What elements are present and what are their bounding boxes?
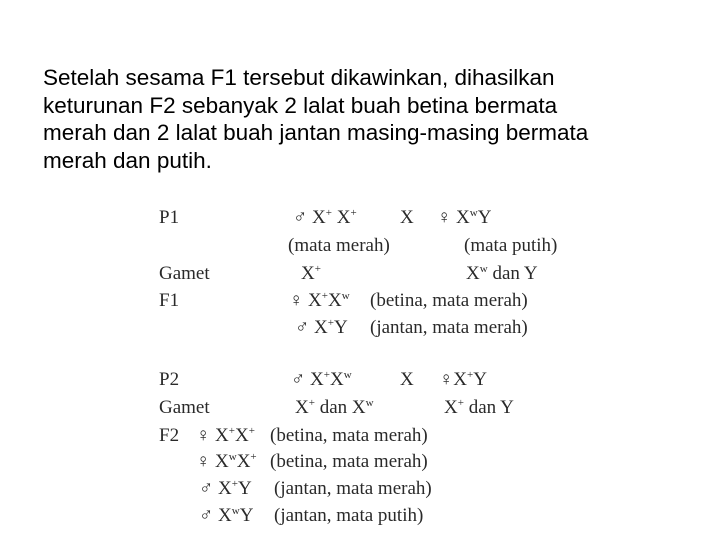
female-symbol: ♀ [196, 451, 211, 472]
f2-row-1-phenotype: (betina, mata merah) [270, 425, 428, 446]
male-symbol: ♂ [293, 207, 308, 228]
female-symbol: ♀ [289, 290, 304, 311]
paragraph-line: Setelah sesama F1 tersebut dikawinkan, dihasilkan [43, 65, 555, 90]
p2-female-genotype: ♀X+Y [439, 369, 487, 390]
p1-female-genotype: ♀ $X^wY$ [437, 207, 492, 228]
p2-label: P2 [159, 369, 180, 390]
p1-label: P1 [159, 207, 180, 228]
f2-row-1-genotype: ♀ X+X+ [196, 425, 255, 446]
f2-row-3-phenotype: (jantan, mata merah) [274, 478, 432, 499]
cross-symbol: X [400, 207, 414, 228]
gamet2-label: Gamet [159, 397, 210, 418]
p1-male-phenotype: (mata merah) [288, 235, 390, 256]
female-symbol: ♀ [437, 207, 452, 228]
f2-row-4-phenotype: (jantan, mata putih) [274, 505, 424, 526]
p1-female-phenotype: (mata putih) [464, 235, 558, 256]
gamet1-label: Gamet [159, 263, 210, 284]
paragraph-line: merah dan putih. [43, 147, 212, 173]
p1-male-genotype: ♂ X+ X+ [293, 207, 357, 228]
f1-label: F1 [159, 290, 180, 311]
male-symbol: ♂ [291, 369, 306, 390]
f2-row-2-genotype: ♀ $X^wX^+$ [196, 451, 257, 472]
f2-row-2-phenotype: (betina, mata merah) [270, 451, 428, 472]
f2-label: F2 [159, 425, 180, 446]
gamet1-female: $X^w$ dan Y [466, 263, 538, 284]
f1-male-phenotype: (jantan, mata merah) [370, 317, 528, 338]
gamet1-male: X+ [301, 263, 321, 284]
paragraph-line: merah dan 2 lalat buah jantan masing-masing bermata [43, 120, 589, 145]
f1-female-genotype: ♀ $X^+X^w$ [289, 290, 350, 311]
female-symbol: ♀ [196, 425, 211, 446]
cross-symbol: X [400, 369, 414, 390]
p2-male-genotype: ♂ $X^+X^w$ [291, 369, 352, 390]
gamet2-right: X+ dan Y [444, 397, 514, 418]
gamet2-left: X+ dan $X^w$ [295, 397, 374, 418]
paragraph-line: keturunan F2 sebanyak 2 lalat buah betina bermata [43, 92, 558, 118]
f2-row-4-genotype: ♂ $X^wY$ [199, 505, 254, 526]
f2-row-3-genotype: ♂ X+Y [199, 478, 252, 499]
female-symbol: ♀ [439, 369, 454, 390]
male-symbol: ♂ [199, 478, 214, 499]
f1-male-genotype: ♂ X+Y [295, 317, 348, 338]
male-symbol: ♂ [199, 505, 214, 526]
f1-female-phenotype: (betina, mata merah) [370, 290, 528, 311]
male-symbol: ♂ [295, 317, 310, 338]
